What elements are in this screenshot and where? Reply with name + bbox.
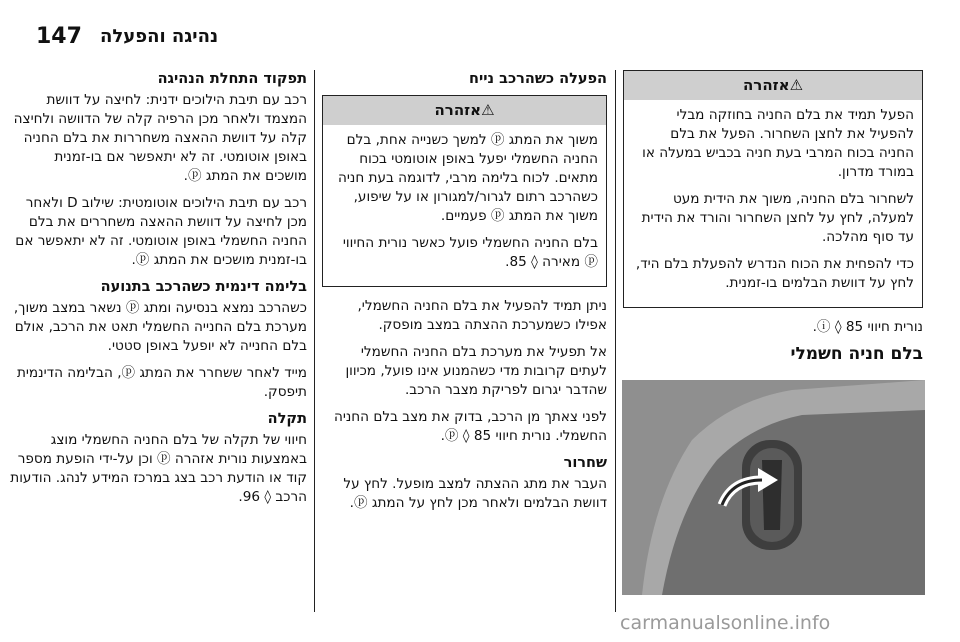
column-middle: [322, 70, 607, 521]
warning-paragraph: לשחרור בלם החניה, משוך את הידית מעט למעלה, לחץ על לחצן השחרור והורד את הידית עד סוף מהלכה.: [641, 191, 914, 245]
body-paragraph: כשהרכב נמצא בנסיעה ומתג ⓟ נשאר במצב משוך, מערכת בלם החנייה החשמלי תאט את הרכב, אולם בלם החנייה לא יופעל באופן סטטי.: [13, 300, 307, 354]
warning-paragraph: משוך את המתג ⓟ למשך כשנייה אחת, בלם החניה החשמלי יפעל באופן אוטומטי בכוח מתאים. לכוח בלימה מרבי, לדוגמה בעת חניה כשהרכב רתום לגרור/למגורון או על שיפוע, משוך את המתג ⓟ פעמיים.: [337, 132, 598, 224]
warning-box-middle: [322, 95, 607, 287]
body-paragraph: אל תפעיל את מערכת בלם החניה החשמלי לעתים קרובות מדי כשהמנוע אינו פועל, מכיוון שהדבר יגרום לפריקת מצבר הרכב.: [345, 344, 607, 398]
warning-paragraph: הפעל תמיד את בלם החניה בחוזקה מבלי להפעיל את לחצן השחרור. הפעל את בלם החניה בכוח המרבי בעת חניה בכביש במעלה או במורד מדרון.: [642, 107, 914, 180]
warning-title: אזהרה: [742, 76, 790, 94]
section-title-drive-away: תפקוד התחלת הנהיגה: [157, 71, 307, 87]
section-title-stationary: הפעלה כשהרכב נייח: [468, 71, 607, 87]
section-title-dynamic-braking: בלימה דינמית כשהרכב בתנועה: [100, 279, 307, 295]
warning-paragraph: כדי להפחית את הכוח הנדרש להפעלת בלם היד, לחץ על דוושת הבלמים בו-זמנית.: [635, 256, 914, 291]
warning-title: אזהרה: [434, 101, 482, 119]
section-title-fault: תקלה: [267, 411, 307, 427]
column-divider-left: [314, 70, 315, 612]
body-paragraph: מייד לאחר ששחרר את המתג ⓟ, הבלימה הדינמית תיפסק.: [16, 365, 307, 400]
chapter-title: נהיגה והפעלה: [100, 26, 219, 47]
warning-box-right: [623, 70, 923, 308]
column-right: [623, 70, 923, 364]
body-paragraph: חיווי של תקלה של בלם החניה החשמלי מוצג באמצעות נורית אזהרה ⓟ וכן על-ידי הופעת מספר קוד או הודעת רכב בצג במרכז המידע לנהג. הודעות הרכב ◊ 96.: [10, 432, 307, 505]
body-paragraph: העבר את מתג ההצתה למצב מופעל. לחץ על דוושת הבלמים ולאחר מכן לחץ על המתג ⓟ.: [343, 476, 607, 511]
body-paragraph: רכב עם תיבת הילוכים ידנית: לחיצה על דוושת המצמד ולאחר מכן הרפיה קלה של הדוושה ולחיצה קלה על דוושת ההאצה משחררות את בלם החניה באופן אוטומטי. זה לא יתאפשר אם בו-זמנית מושכים את המתג ⓟ.: [13, 92, 307, 184]
column-left: [10, 70, 307, 515]
warning-triangle-icon: ⚠: [789, 76, 804, 94]
column-divider-right: [615, 70, 616, 612]
section-title-release: שחרור: [563, 455, 607, 471]
body-paragraph: לפני צאתך מן הרכב, בדוק את מצב בלם החניה החשמלי. נורית חיווי ⓟ ◊ 85.: [333, 409, 607, 444]
page-number: 147: [36, 24, 82, 49]
page-header: [0, 0, 960, 58]
warning-paragraph: בלם החניה החשמלי פועל כאשר נורית החיווי ⓟ מאירה ◊ 85.: [342, 235, 598, 270]
warning-triangle-icon: ⚠: [481, 101, 495, 119]
body-paragraph: רכב עם תיבת הילוכים אוטומטית: שילוב D ולאחר מכן לחיצה על דוושת ההאצה משחררים את בלם החניה החשמלי באופן אוטומטי. זה לא יתאפשר אם בו-זמנית מושכים את המתג ⓟ.: [15, 195, 307, 268]
section-title-electric-parking-brake: בלם חניה חשמלי: [790, 344, 923, 364]
watermark: carmanualsonline.info: [620, 612, 831, 634]
parking-brake-switch-photo: [622, 380, 925, 595]
reference-line: נורית חיווי ⓘ ◊ 85.: [812, 319, 923, 335]
body-paragraph: ניתן תמיד להפעיל את בלם החניה החשמלי, אפילו כשמערכת ההצתה במצב מופסק.: [357, 298, 607, 333]
